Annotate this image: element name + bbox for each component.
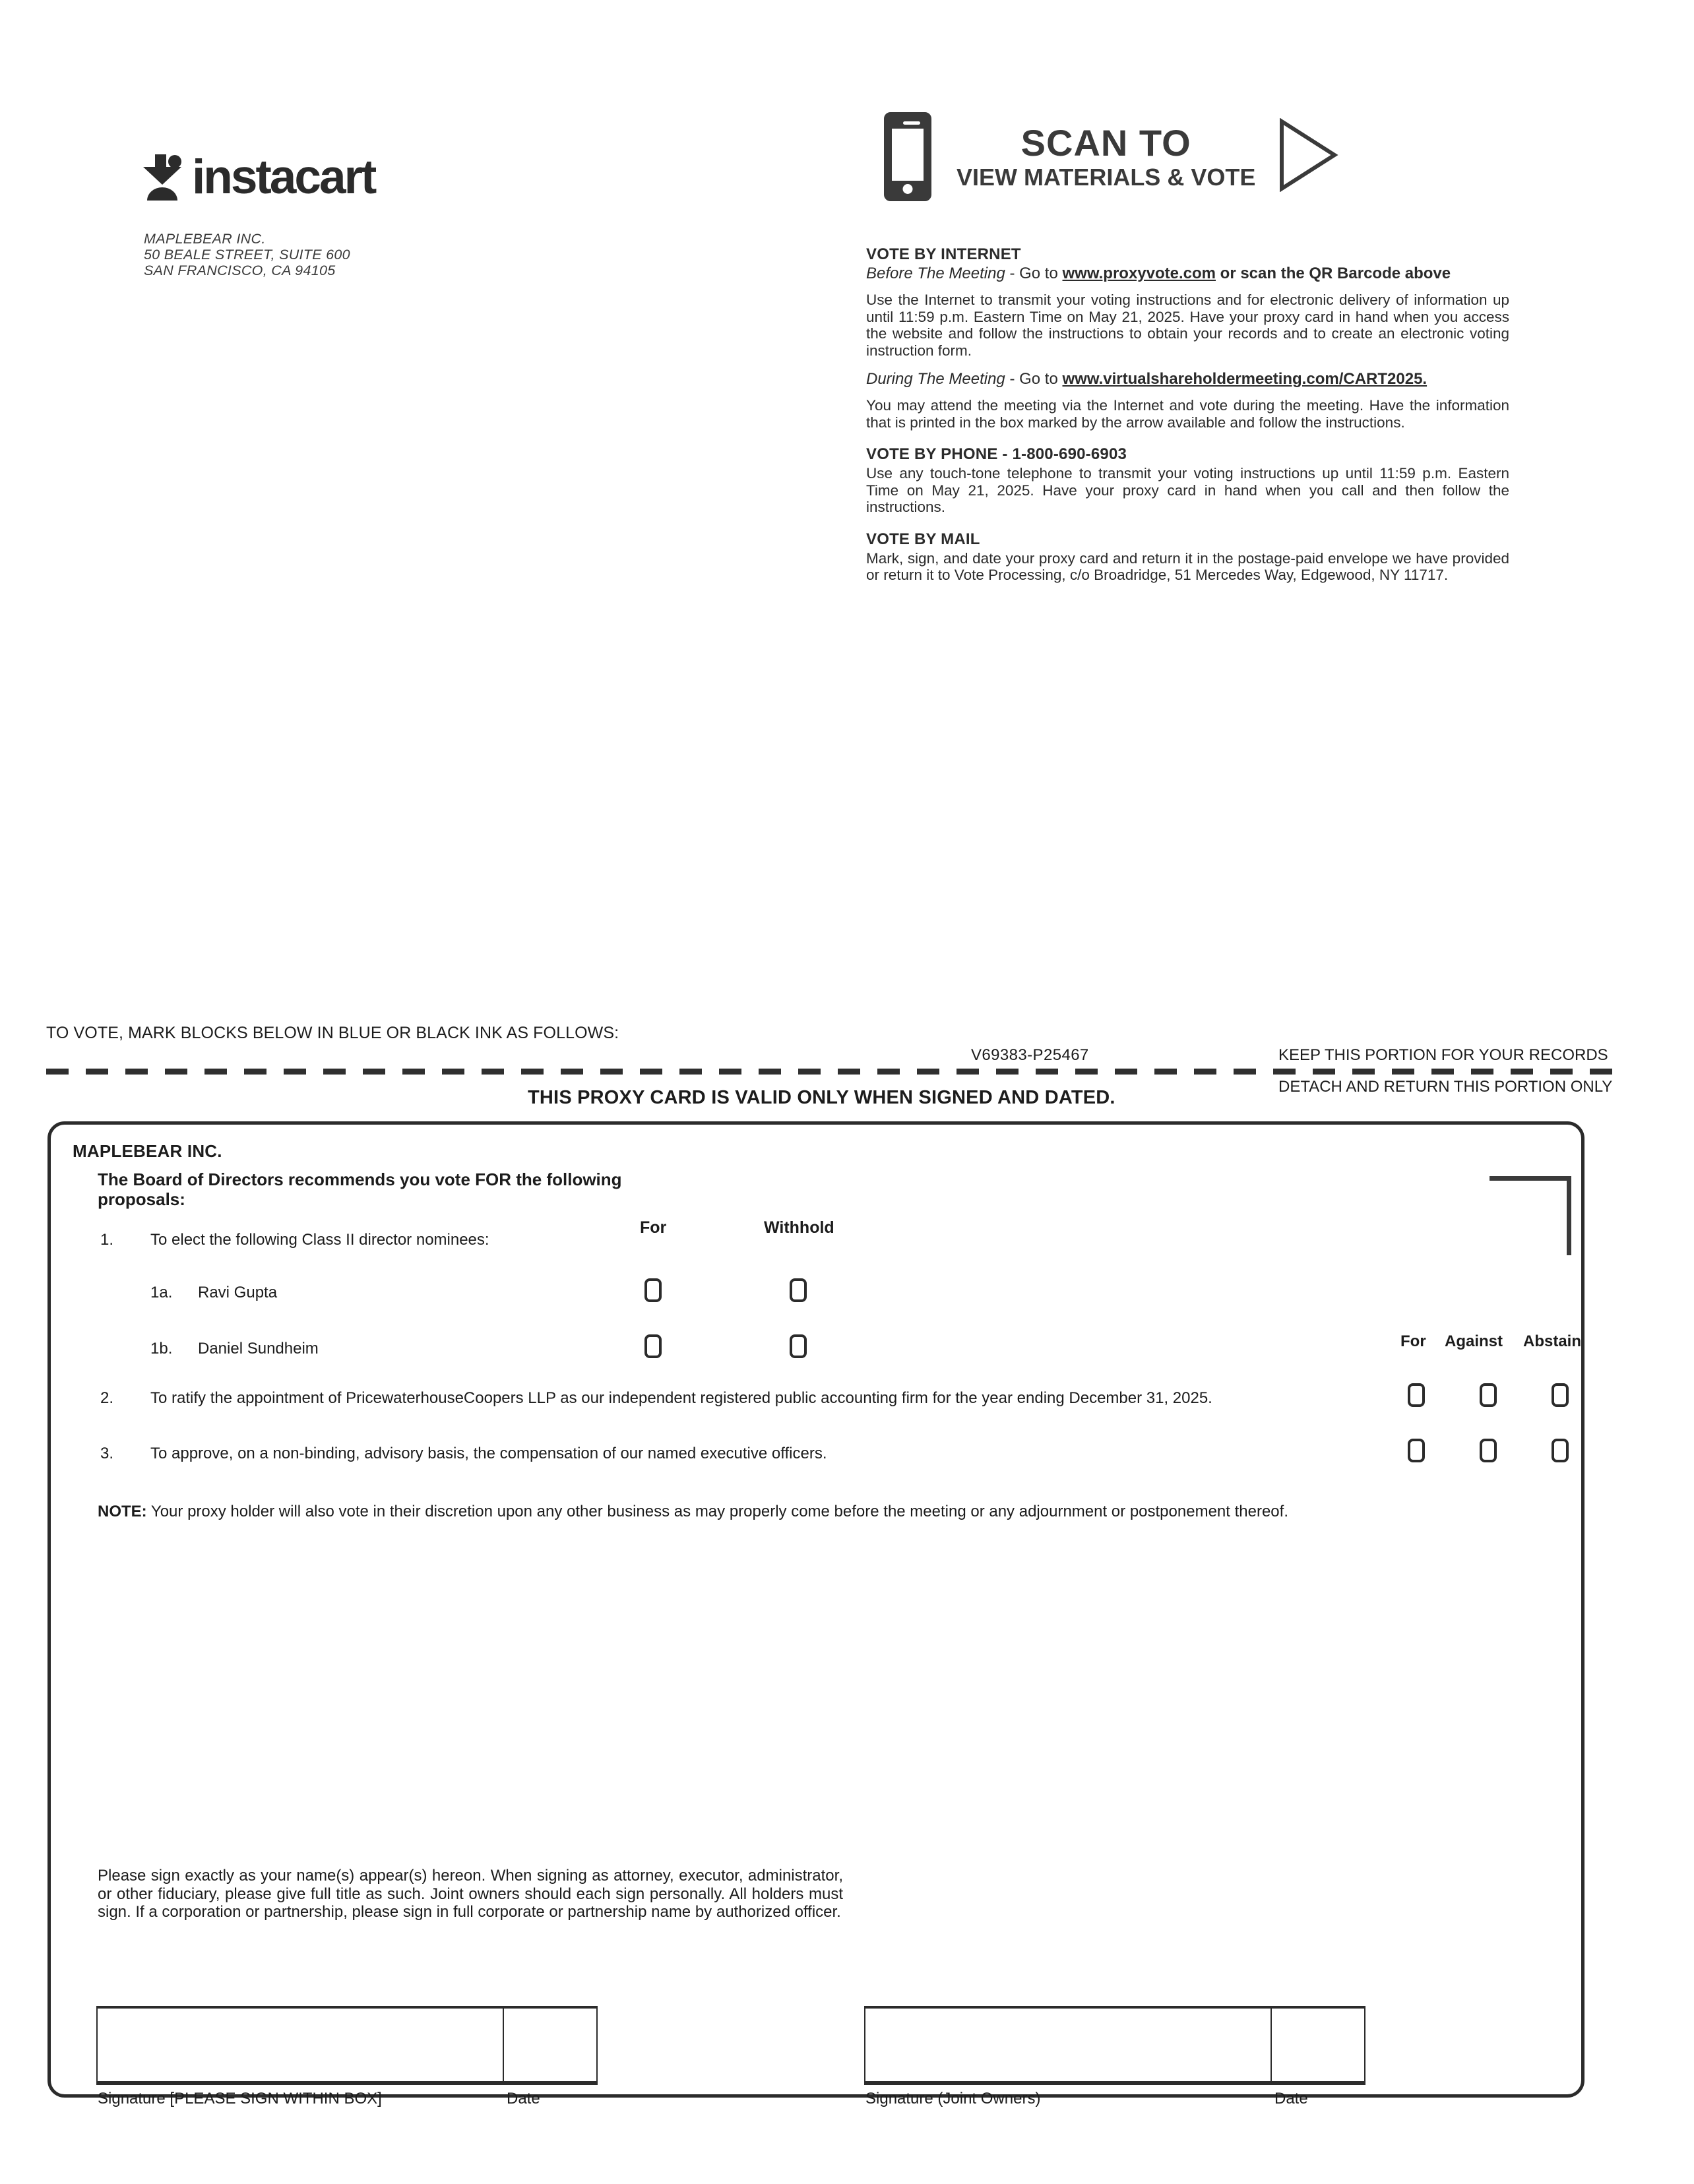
column-header-withhold: Withhold [764,1218,834,1237]
smartphone-icon [884,112,931,201]
vote-by-mail-body: Mark, sign, and date your proxy card and return it in the postage-paid envelope we have provided or return it to Vote Processing, c/o Broadridge, 51 Mercedes Way, Edgewood, NY 11717. [866,549,1509,583]
keep-portion-label: KEEP THIS PORTION FOR YOUR RECORDS [1278,1046,1608,1064]
checkbox-2-against[interactable] [1480,1383,1497,1407]
control-number: V69383-P25467 [971,1046,1089,1064]
board-recommendation: The Board of Directors recommends you vote FOR the following proposals: [98,1170,622,1209]
column-header-for: For [640,1218,667,1237]
checkbox-3-for[interactable] [1408,1439,1425,1462]
proposal-3-number: 3. [100,1445,114,1462]
scan-to-banner [884,112,1338,201]
proxyvote-link[interactable]: www.proxyvote.com [1062,265,1216,282]
logo-wordmark: instacart [192,150,375,204]
voting-instructions [866,245,1509,584]
column-header-for-2: For [1400,1332,1426,1350]
column-header-against: Against [1445,1332,1503,1350]
corner-bracket-vertical [1567,1176,1571,1255]
signature-joint-date-label: Date [1274,2090,1308,2107]
signature-instructions: Please sign exactly as your name(s) appear(s) hereon. When signing as attorney, executor, administrator, or other fiduciary, please give full title as such. Joint owners should each sign personally. All holders must sign. If a corporation or partnership, please sign in full corporate or partnership name by authorized officer. [98,1867,843,1921]
checkbox-2-for[interactable] [1408,1383,1425,1407]
validity-statement: THIS PROXY CARD IS VALID ONLY WHEN SIGNED AND DATED. [528,1087,1115,1108]
signature-box-1-bottom-rule [96,2081,598,2085]
address-line-2: 50 BEALE STREET, SUITE 600 [144,247,350,263]
signature-box-2-bottom-rule [864,2081,1365,2085]
triangle-right-icon [1278,118,1338,195]
before-meeting-line [866,265,1509,283]
nominee-1b-number: 1b. [150,1340,173,1357]
virtual-meeting-link[interactable]: www.virtualshareholdermeeting.com/CART2025. [1062,370,1427,388]
address-line-1: MAPLEBEAR INC. [144,231,266,247]
during-meeting-body: You may attend the meeting via the Internet and vote during the meeting. Have the information that is printed in the box marked by the arrow available and follow the instructions. [866,397,1509,431]
vote-by-mail-heading: VOTE BY MAIL [866,530,980,548]
signature-box-2-divider [1270,2007,1272,2082]
note-label: NOTE: [98,1503,147,1520]
checkbox-3-against[interactable] [1480,1439,1497,1462]
scan-to-subtitle: VIEW MATERIALS & VOTE [957,163,1256,191]
issuer-logo [142,150,375,204]
signature-joint-label: Signature (Joint Owners) [865,2090,1041,2107]
column-header-abstain: Abstain [1523,1332,1582,1350]
checkbox-1b-withhold[interactable] [790,1334,807,1358]
detach-portion-label: DETACH AND RETURN THIS PORTION ONLY [1278,1078,1613,1096]
proposal-3-text: To approve, on a non-binding, advisory basis, the compensation of our named executive officers. [150,1445,827,1462]
signature-primary-label: Signature [PLEASE SIGN WITHIN BOX] [98,2090,382,2107]
vote-by-internet-section [866,245,1509,431]
signature-box-1-divider [503,2007,504,2082]
vote-by-phone-body: Use any touch-tone telephone to transmit your voting instructions up until 11:59 p.m. Eastern Time on May 21, 2025. Have your proxy card in hand when you call and then follow the instructions. [866,465,1509,515]
proposal-2-number: 2. [100,1389,114,1407]
checkbox-2-abstain[interactable] [1552,1383,1569,1407]
vote-by-phone-heading: VOTE BY PHONE - 1-800-690-6903 [866,445,1127,463]
detach-dashed-line [46,1069,1629,1075]
proposal-2-text: To ratify the appointment of PricewaterhouseCoopers LLP as our independent registered public accounting firm for the year ending December 31, 2025. [150,1389,1212,1407]
checkbox-3-abstain[interactable] [1552,1439,1569,1462]
during-meeting-label: During The Meeting [866,370,1005,388]
corner-bracket-horizontal [1490,1176,1571,1181]
vote-by-mail-section [866,530,1509,584]
instacart-carrot-icon [142,154,183,201]
during-meeting-line [866,370,1509,389]
proxy-note [98,1503,1371,1520]
before-meeting-label: Before The Meeting [866,265,1005,282]
before-meeting-tail: or scan the QR Barcode above [1216,265,1451,282]
nominee-1a-number: 1a. [150,1284,173,1301]
checkbox-1a-withhold[interactable] [790,1278,807,1302]
card-company-name: MAPLEBEAR INC. [73,1141,222,1161]
nominee-1a-name: Ravi Gupta [198,1284,278,1301]
checkbox-1a-for[interactable] [644,1278,662,1302]
signature-primary-date-label: Date [507,2090,540,2107]
signature-box-primary[interactable] [96,2007,598,2082]
proposal-1-number: 1. [100,1231,114,1249]
proposal-1-text: To elect the following Class II director nominees: [150,1231,489,1249]
before-meeting-dash: - Go to [1005,265,1063,282]
during-meeting-dash: - Go to [1005,370,1063,388]
nominee-1b-name: Daniel Sundheim [198,1340,319,1357]
address-line-3: SAN FRANCISCO, CA 94105 [144,263,336,278]
vote-by-internet-heading: VOTE BY INTERNET [866,245,1021,263]
scan-to-title: SCAN TO [1020,121,1191,164]
vote-by-internet-body: Use the Internet to transmit your voting instructions and for electronic delivery of information up until 11:59 p.m. Eastern Time on May 21, 2025. Have your proxy card in hand when you access the website and follow the instructions to obtain your records and to create an electronic voting instruction form. [866,292,1509,359]
signature-box-joint[interactable] [864,2007,1365,2082]
checkbox-1b-for[interactable] [644,1334,662,1358]
note-text: Your proxy holder will also vote in their discretion upon any other business as may properly come before the meeting or any adjournment or postponement thereof. [146,1503,1288,1520]
proxy-card [47,1121,1584,2098]
issuer-address [144,231,350,278]
to-vote-instruction: TO VOTE, MARK BLOCKS BELOW IN BLUE OR BLACK INK AS FOLLOWS: [46,1024,619,1042]
vote-by-phone-section [866,445,1509,516]
